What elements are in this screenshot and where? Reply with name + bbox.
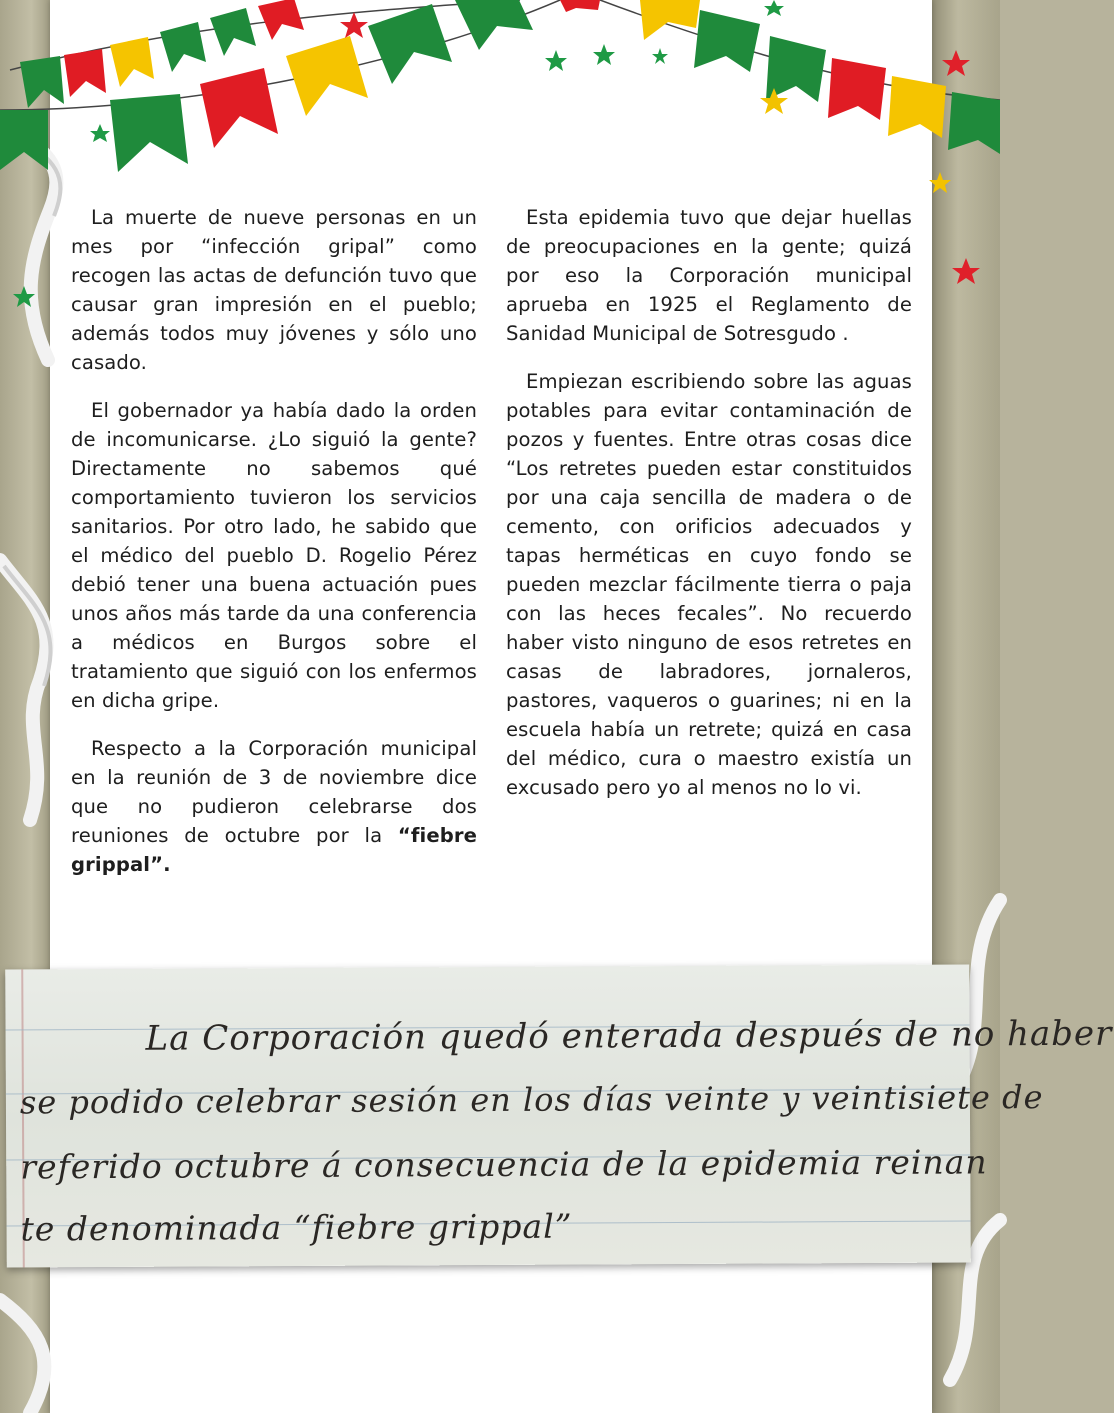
paragraph xyxy=(71,734,477,879)
paragraph: La muerte de nueve personas en un mes por “infección gripal” como recogen las actas de defunción tuvo que causar gran impresión en el pueblo; además todos muy jóvenes y sólo uno casado. xyxy=(71,206,477,374)
manuscript-line-3: referido octubre á consecuencia de la epidemia reinan xyxy=(20,1142,988,1187)
paragraph: El gobernador ya había dado la orden de incomunicarse. ¿Lo siguió la gente? Directamente no sabemos qué comportamiento tuvieron los servicios sanitarios. Por otro lado, he sabido que el médico del pueblo D. Rogelio Pérez debió tener una buena actuación pues unos años más tarde da una conferencia a médicos en Burgos sobre el tratamiento que siguió con los enfermos en dicha gripe. xyxy=(71,399,477,712)
paragraph-text: Respecto a la Corporación municipal en la reunión de 3 de noviembre dice que no pudieron celebrarse dos reuniones de octubre por la xyxy=(71,737,477,847)
text-column-right xyxy=(506,203,912,821)
manuscript-excerpt-image xyxy=(5,964,1113,1267)
manuscript-line-1: La Corporación quedó enterada después de no haber xyxy=(145,1013,1113,1059)
manuscript-line-4: te denominada “fiebre grippal” xyxy=(20,1206,573,1249)
text-column-left xyxy=(71,203,477,898)
bold-quote: “fiebre grippal”. xyxy=(71,824,477,876)
paragraph: Esta epidemia tuvo que dejar huellas de preocupaciones en la gente; quizá por eso la Corporación municipal aprueba en 1925 el Reglamento de Sanidad Municipal de Sotresgudo . xyxy=(506,206,912,345)
paragraph: Empiezan escribiendo sobre las aguas potables para evitar contaminación de pozos y fuentes. Entre otras cosas dice “Los retretes pueden estar constituidos por una caja sencilla de madera o de cemento, con orificios adecuados y tapas herméticas en cuyo fondo se pueden mezclar fácilmente tierra o paja con las heces fecales”. No recuerdo haber visto ninguno de esos retretes en casas de labradores, jornaleros, pastores, vaqueros o guarines; ni en la escuela había un retrete; quizá en casa del médico, cura o maestro existía un excusado pero yo al menos no lo vi. xyxy=(506,370,912,799)
manuscript-line-2: se podido celebrar sesión en los días veinte y veintisiete de xyxy=(19,1078,1044,1122)
